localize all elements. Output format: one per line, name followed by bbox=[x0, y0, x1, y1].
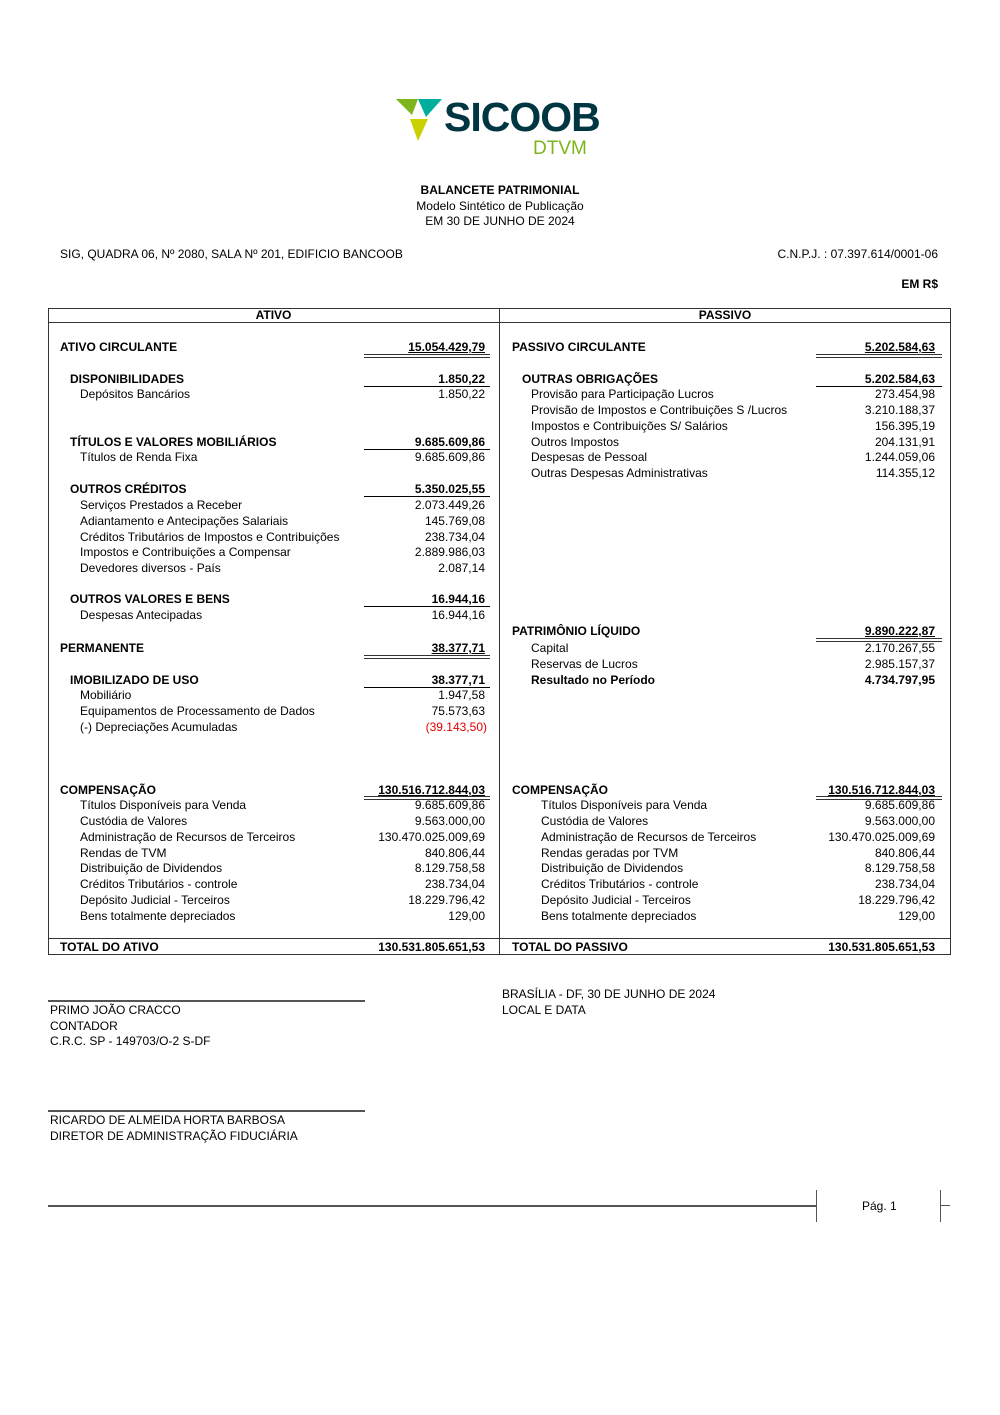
tvm-label: TÍTULOS E VALORES MOBILIÁRIOS bbox=[70, 435, 277, 449]
list-item-label: Títulos de Renda Fixa bbox=[80, 450, 198, 464]
sicoob-triangle-icon bbox=[396, 97, 444, 143]
list-item-label: Capital bbox=[531, 641, 569, 655]
imobilizado-value: 38.377,71 bbox=[431, 673, 485, 687]
list-item-value: 273.454,98 bbox=[874, 387, 935, 401]
list-item-label: Adiantamento e Antecipações Salariais bbox=[80, 514, 289, 528]
list-item-label: Títulos Disponíveis para Venda bbox=[541, 798, 708, 812]
list-item-value: 75.573,63 bbox=[431, 704, 485, 718]
list-item-value: 840.806,44 bbox=[424, 846, 485, 860]
document-title: BALANCETE PATRIMONIAL bbox=[420, 183, 580, 197]
ativo-circulante-value: 15.054.429,79 bbox=[408, 340, 485, 354]
list-item-label: Créditos Tributários de Impostos e Contribuições bbox=[80, 530, 340, 544]
list-item-value: 3.210.188,37 bbox=[864, 403, 935, 417]
document-subtitle: Modelo Sintético de Publicação bbox=[416, 199, 584, 213]
tvm-value: 9.685.609,86 bbox=[414, 435, 485, 449]
logo-sub: DTVM bbox=[533, 138, 587, 159]
footer-tick-left bbox=[816, 1190, 817, 1222]
list-item-value: 8.129.758,58 bbox=[414, 861, 485, 875]
list-item-value: 114.355,12 bbox=[875, 466, 935, 480]
currency-label: EM R$ bbox=[901, 277, 938, 291]
list-item-value: 9.563.000,00 bbox=[864, 814, 935, 828]
list-item-value: 9.685.609,86 bbox=[864, 798, 935, 812]
list-item-value: 238.734,04 bbox=[874, 877, 935, 891]
list-item-value: 130.470.025.009,69 bbox=[378, 830, 485, 844]
list-item-label: Rendas geradas por TVM bbox=[541, 846, 679, 860]
list-item-label: Rendas de TVM bbox=[80, 846, 167, 860]
compensacao-ativo-value: 130.516.712.844,03 bbox=[378, 783, 485, 797]
list-item-label: Distribuição de Dividendos bbox=[541, 861, 684, 875]
total-passivo-label: TOTAL DO PASSIVO bbox=[512, 940, 628, 954]
list-item-value: 1.850,22 bbox=[438, 387, 485, 401]
list-item-value: 16.944,16 bbox=[431, 608, 485, 622]
list-item-label: Administração de Recursos de Terceiros bbox=[541, 830, 757, 844]
list-item-label: Impostos e Contribuições a Compensar bbox=[80, 545, 291, 559]
list-item-label: Depósito Judicial - Terceiros bbox=[80, 893, 230, 907]
list-item-value: 18.229.796,42 bbox=[858, 893, 935, 907]
place-date-label: LOCAL E DATA bbox=[502, 1003, 586, 1017]
subtotal-underline bbox=[364, 496, 490, 497]
list-item-value: 1.947,58 bbox=[438, 688, 485, 702]
permanente-label: PERMANENTE bbox=[60, 641, 145, 655]
list-item-label: Reservas de Lucros bbox=[531, 657, 638, 671]
list-item-label: Impostos e Contribuições S/ Salários bbox=[531, 419, 728, 433]
passivo-heading: PASSIVO bbox=[698, 308, 752, 322]
list-item-label: Bens totalmente depreciados bbox=[541, 909, 697, 923]
company-address: SIG, QUADRA 06, Nº 2080, SALA Nº 201, EDIFICIO BANCOOB bbox=[60, 247, 403, 261]
resultado-periodo-value: 4.734.797,95 bbox=[864, 673, 935, 687]
footer-rule bbox=[48, 1205, 816, 1207]
company-cnpj: C.N.P.J. : 07.397.614/0001-06 bbox=[777, 247, 938, 261]
list-item-label: Serviços Prestados a Receber bbox=[80, 498, 243, 512]
outros-creditos-label: OUTROS CRÉDITOS bbox=[70, 482, 187, 496]
compensacao-passivo-label: COMPENSAÇÃO bbox=[512, 783, 609, 797]
list-item-label: Depósito Judicial - Terceiros bbox=[541, 893, 691, 907]
list-item-value: 9.685.609,86 bbox=[414, 798, 485, 812]
list-item-label: Provisão para Participação Lucros bbox=[531, 387, 714, 401]
double-underline bbox=[364, 655, 490, 659]
total-ativo-label: TOTAL DO ATIVO bbox=[60, 940, 159, 954]
total-ativo-value: 130.531.805.651,53 bbox=[378, 940, 485, 954]
list-item-label: Outros Impostos bbox=[531, 435, 620, 449]
list-item-label: Custódia de Valores bbox=[80, 814, 188, 828]
director-signature-line bbox=[48, 1110, 365, 1112]
list-item-label: Equipamentos de Processamento de Dados bbox=[80, 704, 315, 718]
passivo-circulante-label: PASSIVO CIRCULANTE bbox=[512, 340, 646, 354]
list-item-label: Distribuição de Dividendos bbox=[80, 861, 223, 875]
list-item-value: 238.734,04 bbox=[424, 877, 485, 891]
list-item-label: Mobiliário bbox=[80, 688, 132, 702]
list-item-label: (-) Depreciações Acumuladas bbox=[80, 720, 238, 734]
list-item-label: Créditos Tributários - controle bbox=[541, 877, 699, 891]
imobilizado-label: IMOBILIZADO DE USO bbox=[70, 673, 199, 687]
outros-valores-value: 16.944,16 bbox=[431, 592, 485, 606]
patrimonio-value: 9.890.222,87 bbox=[864, 624, 935, 638]
page-number: Pág. 1 bbox=[862, 1199, 897, 1213]
list-item-value: 8.129.758,58 bbox=[864, 861, 935, 875]
list-item-value: 238.734,04 bbox=[424, 530, 485, 544]
list-item-label: Custódia de Valores bbox=[541, 814, 649, 828]
list-item-value: 129,00 bbox=[448, 909, 485, 923]
list-item-value: 129,00 bbox=[898, 909, 935, 923]
subtotal-underline bbox=[364, 606, 490, 607]
list-item-value: 2.985.157,37 bbox=[864, 657, 935, 671]
list-item-value: 18.229.796,42 bbox=[408, 893, 485, 907]
director-name: RICARDO DE ALMEIDA HORTA BARBOSA bbox=[50, 1113, 285, 1127]
list-item-label: Despesas de Pessoal bbox=[531, 450, 648, 464]
disponibilidades-label: DISPONIBILIDADES bbox=[70, 372, 185, 386]
permanente-value: 38.377,71 bbox=[431, 641, 485, 655]
footer-tick-right bbox=[940, 1190, 941, 1222]
outras-obrigacoes-value: 5.202.584,63 bbox=[864, 372, 935, 386]
ativo-heading: ATIVO bbox=[255, 308, 292, 322]
total-divider bbox=[48, 938, 951, 939]
sicoob-dtvm-logo bbox=[396, 94, 600, 159]
accountant-crc: C.R.C. SP - 149703/O-2 S-DF bbox=[50, 1034, 211, 1048]
list-item-label: Administração de Recursos de Terceiros bbox=[80, 830, 296, 844]
list-item-label: Provisão de Impostos e Contribuições S /Lucros bbox=[531, 403, 788, 417]
patrimonio-label: PATRIMÔNIO LÍQUIDO bbox=[512, 624, 641, 638]
passivo-circulante-value: 5.202.584,63 bbox=[864, 340, 935, 354]
footer-tick-stub bbox=[940, 1205, 950, 1206]
list-item-value: 145.769,08 bbox=[424, 514, 485, 528]
compensacao-passivo-value: 130.516.712.844,03 bbox=[828, 783, 935, 797]
list-item-value: 2.170.267,55 bbox=[864, 641, 935, 655]
list-item-label: Créditos Tributários - controle bbox=[80, 877, 238, 891]
accountant-name: PRIMO JOÃO CRACCO bbox=[50, 1003, 181, 1017]
disponibilidades-value: 1.850,22 bbox=[438, 372, 485, 386]
list-item-label: Depósitos Bancários bbox=[80, 387, 191, 401]
list-item-label: Devedores diversos - País bbox=[80, 561, 221, 575]
list-item-value: 9.685.609,86 bbox=[414, 450, 485, 464]
accountant-signature-line bbox=[48, 1000, 365, 1002]
compensacao-ativo-label: COMPENSAÇÃO bbox=[60, 783, 157, 797]
list-item-value: 156.395,19 bbox=[874, 419, 935, 433]
outros-creditos-value: 5.350.025,55 bbox=[414, 482, 485, 496]
place-date: BRASÍLIA - DF, 30 DE JUNHO DE 2024 bbox=[502, 987, 716, 1001]
list-item-value: 130.470.025.009,69 bbox=[828, 830, 935, 844]
list-item-label: Despesas Antecipadas bbox=[80, 608, 203, 622]
list-item-value: 204.131,91 bbox=[874, 435, 935, 449]
document-date: EM 30 DE JUNHO DE 2024 bbox=[425, 214, 575, 228]
logo-brand: SICOOB bbox=[444, 94, 600, 140]
ativo-circulante-label: ATIVO CIRCULANTE bbox=[60, 340, 178, 354]
column-divider bbox=[499, 308, 500, 955]
list-item-label: Títulos Disponíveis para Venda bbox=[80, 798, 247, 812]
director-role: DIRETOR DE ADMINISTRAÇÃO FIDUCIÁRIA bbox=[50, 1129, 298, 1143]
outros-valores-label: OUTROS VALORES E BENS bbox=[70, 592, 230, 606]
list-item-value: 840.806,44 bbox=[874, 846, 935, 860]
depreciation-value: (39.143,50) bbox=[425, 720, 487, 734]
double-underline bbox=[364, 354, 490, 358]
list-item-value: 9.563.000,00 bbox=[414, 814, 485, 828]
list-item-label: Bens totalmente depreciados bbox=[80, 909, 236, 923]
list-item-label: Outras Despesas Administrativas bbox=[531, 466, 708, 480]
resultado-periodo-label: Resultado no Período bbox=[531, 673, 656, 687]
outras-obrigacoes-label: OUTRAS OBRIGAÇÕES bbox=[522, 372, 659, 386]
list-item-value: 2.073.449,26 bbox=[414, 498, 485, 512]
accountant-role: CONTADOR bbox=[50, 1019, 118, 1033]
total-passivo-value: 130.531.805.651,53 bbox=[828, 940, 935, 954]
list-item-value: 1.244.059,06 bbox=[864, 450, 935, 464]
list-item-value: 2.889.986,03 bbox=[414, 545, 485, 559]
double-underline bbox=[816, 354, 942, 358]
list-item-value: 2.087,14 bbox=[438, 561, 485, 575]
